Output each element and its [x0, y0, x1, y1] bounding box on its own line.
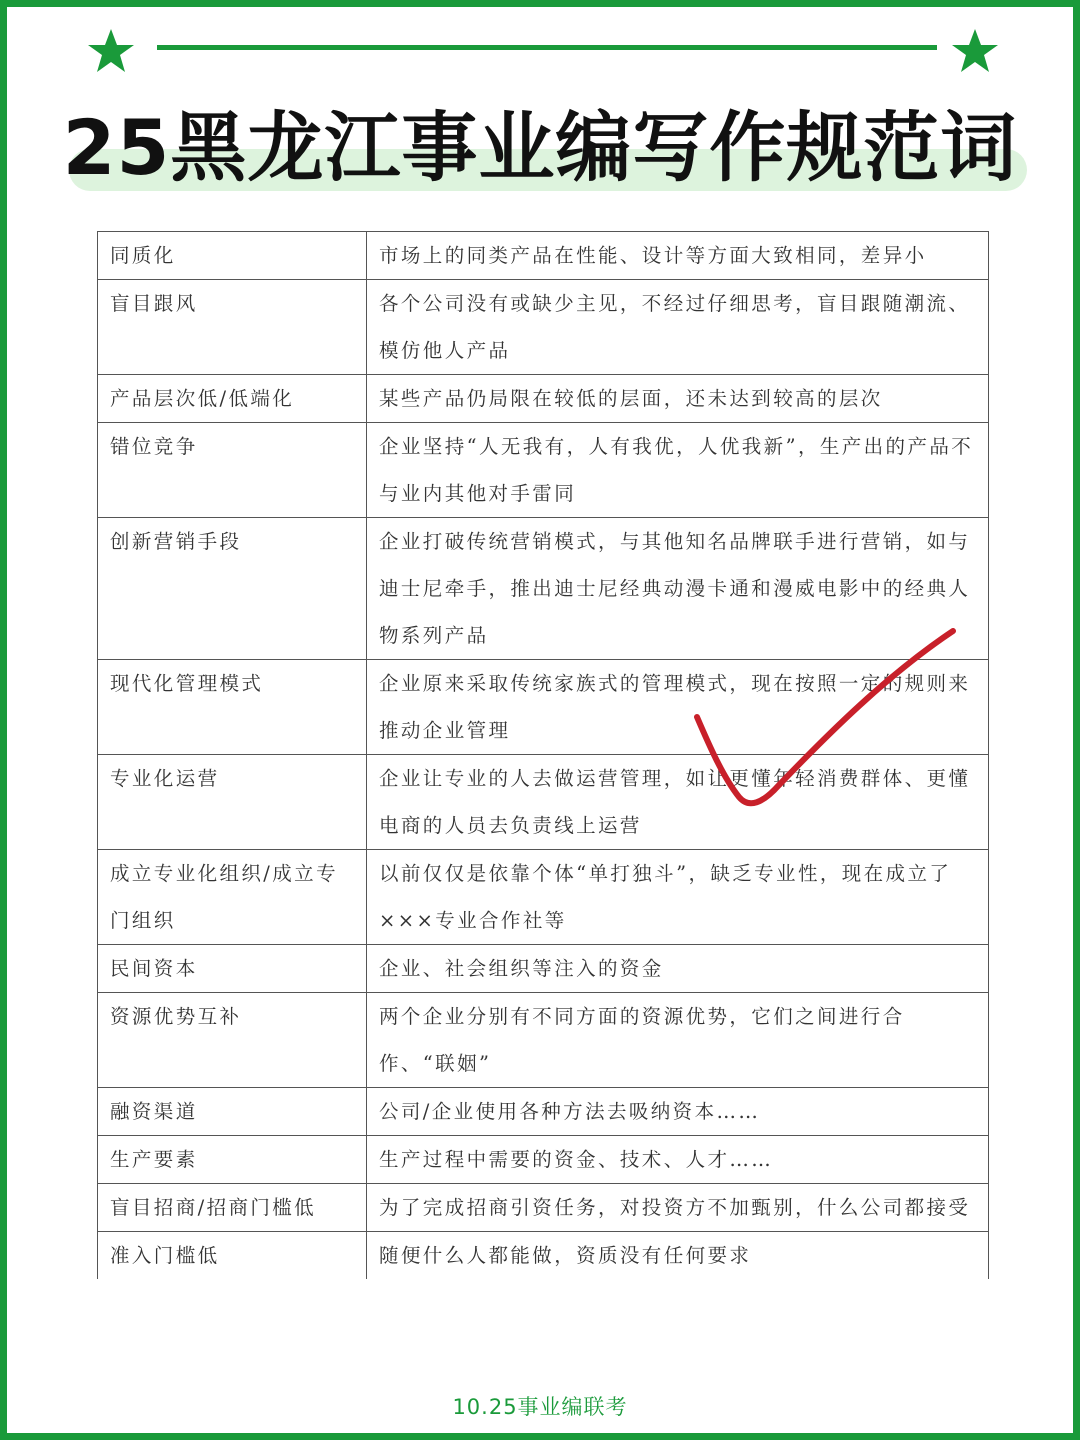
definition-cell: 企业让专业的人去做运营管理，如让更懂年轻消费群体、更懂电商的人员去负责线上运营 — [367, 755, 989, 850]
definition-cell: 以前仅仅是依靠个体“单打独斗”，缺乏专业性，现在成立了×××专业合作社等 — [367, 850, 989, 945]
definition-cell: 企业原来采取传统家族式的管理模式，现在按照一定的规则来推动企业管理 — [367, 660, 989, 755]
definition-cell: 两个企业分别有不同方面的资源优势，它们之间进行合作、“联姻” — [367, 993, 989, 1088]
definition-cell: 企业、社会组织等注入的资金 — [367, 945, 989, 993]
term-cell: 成立专业化组织/成立专门组织 — [98, 850, 367, 945]
term-cell: 资源优势互补 — [98, 993, 367, 1088]
definition-cell: 某些产品仍局限在较低的层面，还未达到较高的层次 — [367, 375, 989, 423]
table-row — [98, 518, 989, 660]
term-cell: 现代化管理模式 — [98, 660, 367, 755]
definition-cell: 企业坚持“人无我有，人有我优，人优我新”，生产出的产品不与业内其他对手雷同 — [367, 423, 989, 518]
footer-text: 10.25事业编联考 — [452, 1395, 628, 1419]
term-cell: 同质化 — [98, 232, 367, 280]
page-title: 25黑龙江事业编写作规范词 — [62, 103, 1018, 192]
definition-cell: 生产过程中需要的资金、技术、人才…… — [367, 1136, 989, 1184]
table-row — [98, 993, 989, 1088]
table-row — [98, 1088, 989, 1136]
table-row — [98, 660, 989, 755]
definition-cell: 市场上的同类产品在性能、设计等方面大致相同，差异小 — [367, 232, 989, 280]
definition-cell: 企业打破传统营销模式，与其他知名品牌联手进行营销，如与迪士尼牵手，推出迪士尼经典动漫卡通和漫威电影中的经典人物系列产品 — [367, 518, 989, 660]
table-row — [98, 1184, 989, 1232]
star-icon — [87, 27, 135, 75]
table-row — [98, 945, 989, 993]
term-cell: 盲目招商/招商门槛低 — [98, 1184, 367, 1232]
term-cell: 民间资本 — [98, 945, 367, 993]
term-cell: 融资渠道 — [98, 1088, 367, 1136]
term-cell: 盲目跟风 — [98, 280, 367, 375]
table-row — [98, 1136, 989, 1184]
term-cell: 生产要素 — [98, 1136, 367, 1184]
table-row — [98, 423, 989, 518]
definition-cell: 随便什么人都能做，资质没有任何要求 — [367, 1232, 989, 1280]
term-cell: 创新营销手段 — [98, 518, 367, 660]
definition-cell: 公司/企业使用各种方法去吸纳资本…… — [367, 1088, 989, 1136]
table-row — [98, 850, 989, 945]
term-cell: 产品层次低/低端化 — [98, 375, 367, 423]
definition-cell: 各个公司没有或缺少主见，不经过仔细思考，盲目跟随潮流、模仿他人产品 — [367, 280, 989, 375]
star-icon — [951, 27, 999, 75]
term-cell: 专业化运营 — [98, 755, 367, 850]
term-cell: 错位竞争 — [98, 423, 367, 518]
table-row — [98, 232, 989, 280]
table-row — [98, 280, 989, 375]
terms-table — [97, 231, 989, 1279]
table-row — [98, 1232, 989, 1280]
header-divider — [157, 45, 937, 50]
table-row — [98, 755, 989, 850]
term-cell: 准入门槛低 — [98, 1232, 367, 1280]
definition-cell: 为了完成招商引资任务，对投资方不加甄别，什么公司都接受 — [367, 1184, 989, 1232]
table-row — [98, 375, 989, 423]
